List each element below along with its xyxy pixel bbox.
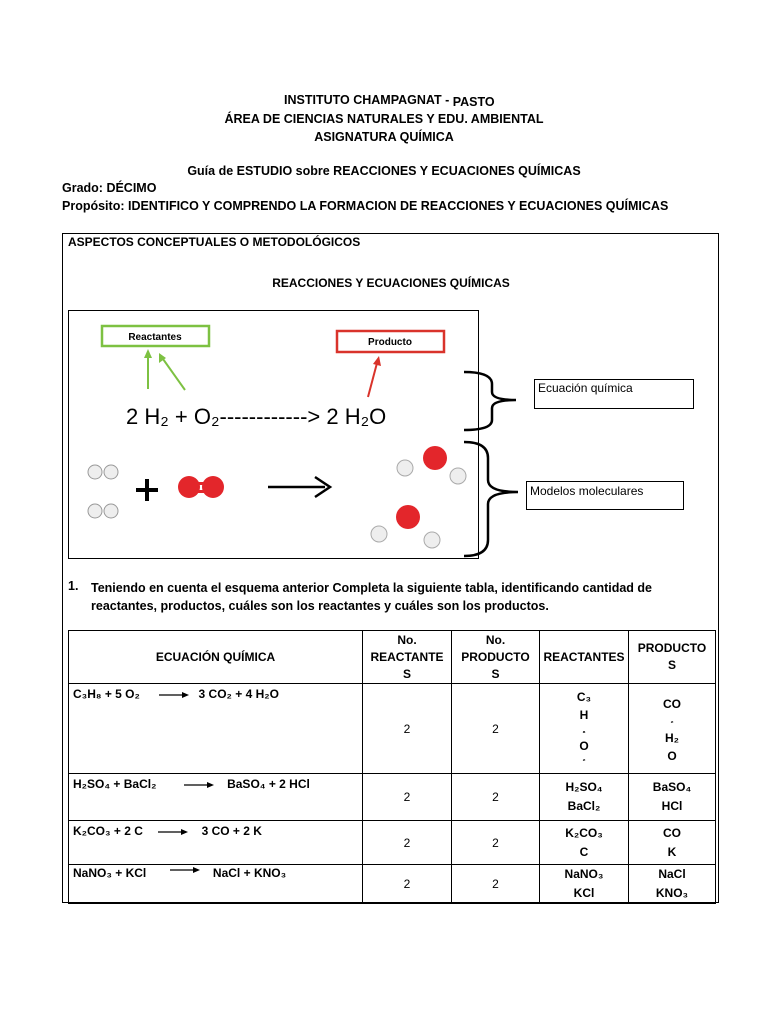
reaction-diagram bbox=[68, 310, 479, 559]
reactant-arrow-1-head bbox=[144, 349, 152, 358]
arrow-icon bbox=[184, 778, 214, 792]
reactant-item: H bbox=[579, 708, 589, 722]
purpose-line: Propósito: IDENTIFICO Y COMPRENDO LA FORMACION DE REACCIONES Y ECUACIONES QUÍMICAS bbox=[62, 199, 669, 213]
question-number: 1. bbox=[68, 579, 79, 593]
equation-label-box bbox=[534, 379, 694, 409]
products-cell bbox=[629, 774, 716, 821]
water-molecule-1 bbox=[397, 446, 466, 484]
reactant-item: ₂ bbox=[582, 756, 586, 763]
reactants-cell bbox=[540, 774, 629, 821]
header-products: PRODUCTO S bbox=[629, 631, 716, 684]
reactant-item: O bbox=[579, 739, 589, 753]
equation-brace bbox=[464, 372, 516, 430]
school-label: INSTITUTO CHAMPAGNAT - bbox=[284, 93, 450, 107]
models-label-box bbox=[526, 481, 684, 510]
product-item: CO bbox=[663, 696, 681, 711]
products-equation: BaSO₄ + 2 HCl bbox=[227, 777, 310, 791]
school-name bbox=[284, 93, 495, 107]
models-brace bbox=[464, 442, 518, 556]
product-arrow bbox=[368, 363, 377, 397]
table-row bbox=[69, 821, 716, 865]
product-item: ₂ bbox=[670, 717, 674, 725]
num-products-cell: 2 bbox=[452, 821, 540, 865]
reactant-item: NaNO₃ bbox=[564, 867, 604, 881]
section-heading: ASPECTOS CONCEPTUALES O METODOLÓGICOS bbox=[68, 235, 361, 249]
reactant-item: C bbox=[579, 844, 589, 859]
reactant-item: ₈ bbox=[582, 728, 586, 735]
arrow-icon bbox=[159, 688, 189, 702]
reactants-cell bbox=[540, 865, 629, 904]
school-city: PASTO bbox=[452, 95, 495, 109]
reactant-item: C₃ bbox=[576, 690, 592, 704]
product-item: CO bbox=[663, 825, 681, 840]
product-item: H₂ bbox=[665, 730, 679, 745]
num-products-cell: 2 bbox=[452, 865, 540, 904]
reactant-item: K₂CO₃ bbox=[565, 825, 603, 840]
equation-cell bbox=[69, 774, 363, 821]
reaction-arrow-icon bbox=[268, 477, 330, 497]
header-reactants: REACTANTES bbox=[540, 631, 629, 684]
guide-title: Guía de ESTUDIO sobre REACCIONES Y ECUACIONES QUÍMICAS bbox=[187, 164, 581, 178]
section-title: REACCIONES Y ECUACIONES QUÍMICAS bbox=[272, 276, 510, 290]
oxygen-molecule bbox=[178, 476, 224, 498]
num-reactants-cell: 2 bbox=[363, 774, 452, 821]
product-item: KNO₃ bbox=[655, 886, 689, 900]
products-equation: 3 CO + 2 K bbox=[201, 824, 262, 838]
reactant-item: H₂SO₄ bbox=[565, 780, 603, 794]
product-item: O bbox=[667, 748, 677, 763]
reactants-cell bbox=[540, 821, 629, 865]
header-equation: ECUACIÓN QUÍMICA bbox=[69, 631, 363, 684]
hydrogen-molecule-2 bbox=[88, 504, 118, 518]
table-row bbox=[69, 865, 716, 904]
header-num-reactants: No. REACTANTE S bbox=[363, 631, 452, 684]
num-reactants-cell: 2 bbox=[363, 865, 452, 904]
header-num-products: No. PRODUCTO S bbox=[452, 631, 540, 684]
product-arrow-head bbox=[373, 356, 381, 366]
product-item: BaSO₄ bbox=[652, 780, 692, 794]
question-text: Teniendo en cuenta el esquema anterior Completa la siguiente tabla, identificando cantidad de reactantes, productos, cuáles son los reactantes y cuáles son los productos. bbox=[91, 581, 652, 613]
arrow-icon bbox=[158, 825, 188, 839]
table-row bbox=[69, 684, 716, 774]
chemical-equation: 2 H₂ + O₂------------> 2 H₂O bbox=[126, 404, 387, 429]
equation-cell bbox=[69, 865, 363, 904]
reactants-equation: H₂SO₄ + BaCl₂ bbox=[73, 777, 157, 791]
reactants-label: Reactantes bbox=[128, 332, 182, 343]
product-item: NaCl bbox=[658, 867, 686, 881]
hydrogen-molecule-1 bbox=[88, 465, 118, 479]
equation-cell bbox=[69, 684, 363, 774]
num-products-cell: 2 bbox=[452, 774, 540, 821]
num-products-cell: 2 bbox=[452, 684, 540, 774]
equation-cell bbox=[69, 821, 363, 865]
products-cell bbox=[629, 821, 716, 865]
products-equation: NaCl + KNO₃ bbox=[212, 866, 287, 880]
product-item: HCl bbox=[661, 799, 683, 813]
reactants-cell bbox=[540, 684, 629, 774]
products-cell bbox=[629, 865, 716, 904]
table-row bbox=[69, 774, 716, 821]
water-molecule-2 bbox=[371, 505, 440, 548]
reactant-item: BaCl₂ bbox=[567, 799, 601, 813]
grade-line: Grado: DÉCIMO bbox=[62, 181, 157, 195]
product-label: Producto bbox=[368, 337, 412, 348]
num-reactants-cell: 2 bbox=[363, 684, 452, 774]
reaction-diagram-graphic bbox=[69, 311, 480, 560]
reactant-arrow-2 bbox=[163, 359, 185, 390]
arrow-icon bbox=[170, 863, 200, 877]
reactants-equation: C₃H₈ + 5 O₂ bbox=[73, 687, 140, 701]
equation-label: Ecuación química bbox=[538, 381, 633, 395]
area-line: ÁREA DE CIENCIAS NATURALES Y EDU. AMBIENTAL bbox=[224, 112, 544, 126]
reactant-item: KCl bbox=[573, 886, 595, 900]
subject-line: ASIGNATURA QUÍMICA bbox=[314, 130, 454, 144]
brace-connectors bbox=[458, 368, 528, 558]
products-cell bbox=[629, 684, 716, 774]
reactions-table bbox=[68, 630, 716, 904]
num-reactants-cell: 2 bbox=[363, 821, 452, 865]
table-header-row bbox=[69, 631, 716, 684]
plus-icon bbox=[136, 479, 158, 501]
products-equation: 3 CO₂ + 4 H₂O bbox=[198, 687, 279, 701]
product-item: K bbox=[667, 844, 677, 859]
reactants-equation: NaNO₃ + KCl bbox=[73, 866, 147, 880]
reactants-equation: K₂CO₃ + 2 C bbox=[73, 824, 143, 838]
models-label: Modelos moleculares bbox=[530, 484, 644, 498]
